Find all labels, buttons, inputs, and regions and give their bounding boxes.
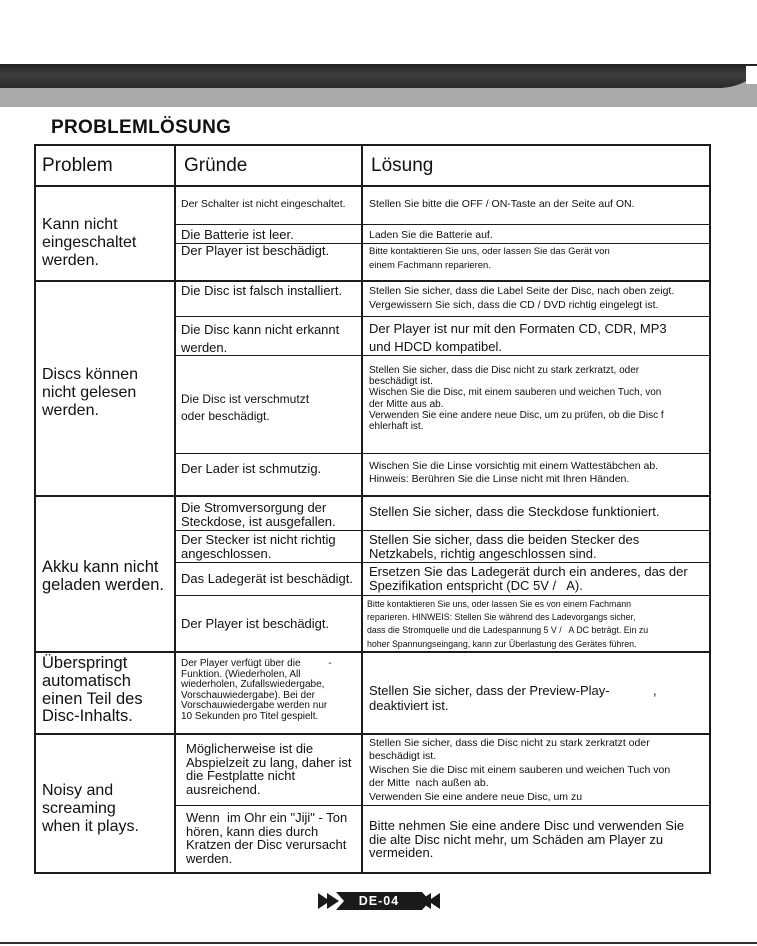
page-number: DE-04 bbox=[358, 894, 400, 908]
solution-cell: Stellen Sie sicher, dass die beiden Stecker des Netzkabels, richtig angeschlossen sind. bbox=[369, 532, 640, 561]
solution-cell: Stellen Sie sicher, dass die Label Seite der Disc, nach oben zeigt. Vergewissern Sie sich, dass die CD / DVD richtig eingelegt ist. bbox=[369, 285, 675, 311]
reason-cell: Der Player ist beschädigt. bbox=[181, 243, 330, 258]
solution-cell: Stellen Sie sicher, dass der Preview-Play- , deaktiviert ist. bbox=[369, 683, 657, 713]
group-divider bbox=[36, 651, 709, 653]
problem-cell: Überspringt automatisch einen Teil des Disc-Inhalts. bbox=[42, 654, 143, 726]
solution-cell: Ersetzen Sie das Ladegerät durch ein anderes, das der Spezifikation entspricht (DC 5V / A). bbox=[369, 564, 688, 593]
header-divider bbox=[36, 185, 709, 187]
problem-cell: Akku kann nicht geladen werden. bbox=[42, 558, 165, 595]
solution-cell: Der Player ist nur mit den Formaten CD, CDR, MP3 und HDCD kompatibel. bbox=[369, 321, 667, 354]
row-divider bbox=[175, 805, 709, 806]
problem-cell: Kann nicht eingeschaltet werden. bbox=[42, 216, 137, 269]
reason-cell: Der Schalter ist nicht eingeschaltet. bbox=[181, 198, 346, 210]
header-bar-dark bbox=[0, 64, 757, 88]
reason-cell: Das Ladegerät ist beschädigt. bbox=[181, 571, 353, 586]
solution-cell: Stellen Sie bitte die OFF / ON-Taste an der Seite auf ON. bbox=[369, 198, 635, 210]
reason-cell: Der Lader ist schmutzig. bbox=[181, 461, 322, 476]
row-divider bbox=[175, 316, 709, 317]
reason-cell: Der Player ist beschädigt. bbox=[181, 616, 330, 631]
solution-cell: Bitte nehmen Sie eine andere Disc und verwenden Sie die alte Disc nicht mehr, um Schäden am Player zu vermeiden. bbox=[369, 818, 685, 861]
header-reason: Gründe bbox=[184, 155, 248, 176]
reason-cell: Der Player verfügt über die - Funktion. (Wiederholen, All wiederholen, Zufallswiedergabe, Vorschauwiedergabe). Bei der Vorschauwiedergabe werden nur 10 Sekunden pro Titel gespielt. bbox=[181, 658, 332, 722]
solution-cell: Bitte kontaktieren Sie uns, oder lassen Sie es von einem Fachmann reparieren. HINWEIS: Stellen Sie während des Ladevorgangs sicher, dass die Stromquelle und die Ladespannung 5 V / A DC beträgt. Ein zu hoher Spannungseingang, kann zur Überlastung des Gerätes führen. bbox=[367, 599, 649, 649]
reason-cell: Wenn im Ohr ein "Jiji" - Ton hören, kann dies durch Kratzen der Disc verursacht werden. bbox=[186, 810, 348, 866]
group-divider bbox=[36, 733, 709, 735]
header-solution: Lösung bbox=[371, 155, 434, 176]
solution-cell: Stellen Sie sicher, dass die Disc nicht zu stark zerkratzt oder beschädigt ist. Wischen Sie die Disc mit einem sauberen und weichen Tuch von der Mitte nach außen ab. Verwenden Sie eine andere neue Disc, um zu bbox=[369, 737, 671, 803]
header-bar-notch bbox=[746, 66, 757, 84]
reason-cell: Die Disc ist verschmutzt oder beschädigt. bbox=[181, 392, 310, 423]
row-divider bbox=[175, 224, 709, 225]
reason-cell: Der Stecker ist nicht richtig angeschlossen. bbox=[181, 532, 336, 561]
footer-rule bbox=[0, 942, 757, 944]
column-divider-1 bbox=[174, 146, 176, 872]
problem-cell: Discs können nicht gelesen werden. bbox=[42, 366, 139, 419]
row-divider bbox=[175, 562, 709, 563]
reason-cell: Die Disc kann nicht erkannt werden. bbox=[181, 322, 340, 356]
row-divider bbox=[175, 453, 709, 454]
group-divider bbox=[36, 495, 709, 497]
page-number-badge bbox=[318, 891, 440, 911]
row-divider bbox=[175, 595, 709, 596]
reason-cell: Die Disc ist falsch installiert. bbox=[181, 283, 343, 298]
header-problem: Problem bbox=[42, 155, 113, 176]
row-divider bbox=[175, 530, 709, 531]
solution-cell: Laden Sie die Batterie auf. bbox=[369, 229, 493, 241]
solution-cell: Stellen Sie sicher, dass die Disc nicht zu stark zerkratzt, oder beschädigt ist. Wischen Sie die Disc, mit einem sauberen und weichen Tuch, von der Mitte aus ab. Verwenden Sie eine andere neue Disc, um zu prüfen, ob die Disc f ehlerhaft ist. bbox=[369, 365, 664, 432]
group-divider bbox=[36, 280, 709, 282]
page-title: PROBLEMLÖSUNG bbox=[51, 117, 232, 138]
column-divider-2 bbox=[361, 146, 363, 872]
reason-cell: Möglicherweise ist die Abspielzeit zu lang, daher ist die Festplatte nicht ausreichend. bbox=[186, 741, 352, 797]
reason-cell: Die Stromversorgung der Steckdose, ist ausgefallen. bbox=[181, 500, 336, 529]
solution-cell: Stellen Sie sicher, dass die Steckdose funktioniert. bbox=[369, 504, 660, 519]
reason-cell: Die Batterie ist leer. bbox=[181, 227, 294, 242]
problem-cell: Noisy and screaming when it plays. bbox=[42, 782, 139, 835]
solution-cell: Wischen Sie die Linse vorsichtig mit einem Wattestäbchen ab. Hinweis: Berühren Sie die Linse nicht mit Ihren Händen. bbox=[369, 460, 659, 486]
solution-cell: Bitte kontaktieren Sie uns, oder lassen Sie das Gerät von einem Fachmann reparieren. bbox=[369, 246, 610, 272]
